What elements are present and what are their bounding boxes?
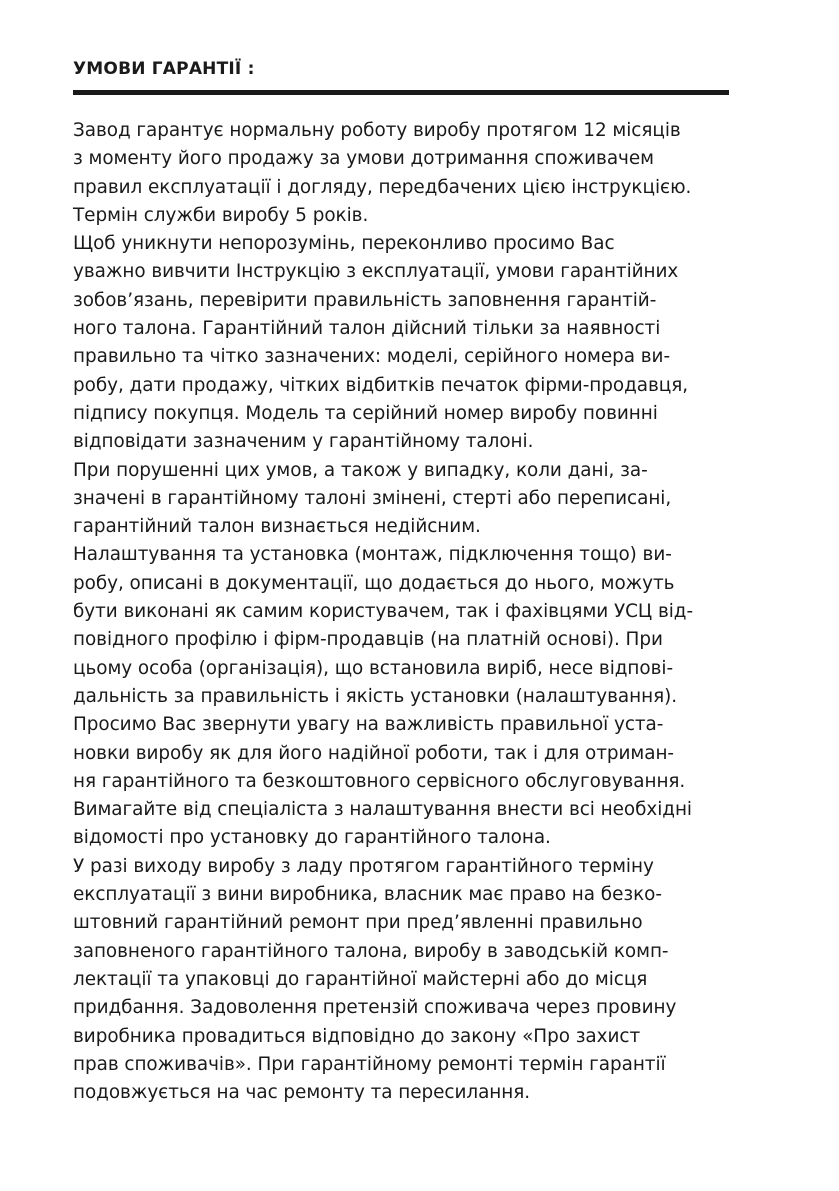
heading-rule	[73, 90, 729, 95]
text-line: виробника провадиться відповідно до закону «Про захист	[73, 1025, 641, 1047]
text-line: лектації та упаковці до гарантійної майстерні або до місця	[73, 968, 648, 990]
text-line: гарантійний талон визнається недійсним.	[73, 516, 481, 538]
text-line: відомості про установку до гарантійного талона.	[73, 827, 551, 849]
text-line: Налаштування та установка (монтаж, підключення тощо) ви-	[73, 544, 672, 566]
text-line: підпису покупця. Модель та серійний номер виробу повинні	[73, 402, 658, 424]
text-line: Просимо Вас звернути увагу на важливість правильної уста-	[73, 714, 664, 736]
text-line: повідного профілю і фірм-продавців (на платній основі). При	[73, 629, 663, 651]
text-line: При порушенні цих умов, а також у випадку, коли дані, за-	[73, 459, 648, 481]
text-line: придбання. Задоволення претензій споживача через провину	[73, 997, 677, 1019]
text-line: ня гарантійного та безкоштовного сервісного обслуговування.	[73, 770, 686, 792]
text-line: подовжується на час ремонту та пересилання.	[73, 1082, 531, 1104]
text-line: новки виробу як для його надійної роботи, так і для отриман-	[73, 742, 675, 764]
text-line: робу, дати продажу, чітких відбитків печаток фірми-продавця,	[73, 374, 689, 396]
text-line: правил експлуатації і догляду, передбачених цією інструкцією.	[73, 176, 692, 198]
text-line: уважно вивчити Інструкцію з експлуатації, умови гарантійних	[73, 261, 679, 283]
document-page	[73, 58, 729, 1107]
text-line: Вимагайте від спеціаліста з налаштування внести всі необхідні	[73, 799, 692, 821]
warranty-terms-text	[73, 117, 729, 1107]
text-line: У разі виходу виробу з ладу протягом гарантійного терміну	[73, 855, 654, 877]
text-line: заповненого гарантійного талона, виробу в заводській комп-	[73, 940, 669, 962]
text-line: правильно та чітко зазначених: моделі, серійного номера ви-	[73, 346, 671, 368]
text-line: цьому особа (організація), що встановила виріб, несе відпові-	[73, 657, 674, 679]
text-line: прав споживачів». При гарантійному ремонті термін гарантії	[73, 1053, 666, 1075]
text-line: зобов’язань, перевірити правильність заповнення гарантій-	[73, 289, 657, 311]
text-line: з моменту його продажу за умови дотримання споживачем	[73, 148, 654, 170]
text-line: Щоб уникнути непорозумінь, переконливо просимо Вас	[73, 233, 615, 255]
text-line: бути виконані як самим користувачем, так і фахівцями УСЦ від-	[73, 601, 694, 623]
text-line: значені в гарантійному талоні змінені, стерті або переписані,	[73, 487, 672, 509]
text-line: дальність за правильність і якість установки (налаштування).	[73, 685, 678, 707]
text-line: ного талона. Гарантійний талон дійсний тільки за наявності	[73, 318, 661, 340]
text-line: відповідати зазначеним у гарантійному талоні.	[73, 431, 534, 453]
text-line: Термін служби виробу 5 років.	[73, 204, 369, 226]
text-line: Завод гарантує нормальну роботу виробу протягом 12 місяців	[73, 120, 681, 141]
section-heading: УМОВИ ГАРАНТІЇ :	[73, 59, 255, 79]
text-line: експлуатації з вини виробника, власник має право на безко-	[73, 884, 662, 906]
text-line: штовний гарантійний ремонт при пред’явленні правильно	[73, 912, 643, 934]
text-line: робу, описані в документації, що додається до нього, можуть	[73, 572, 675, 594]
